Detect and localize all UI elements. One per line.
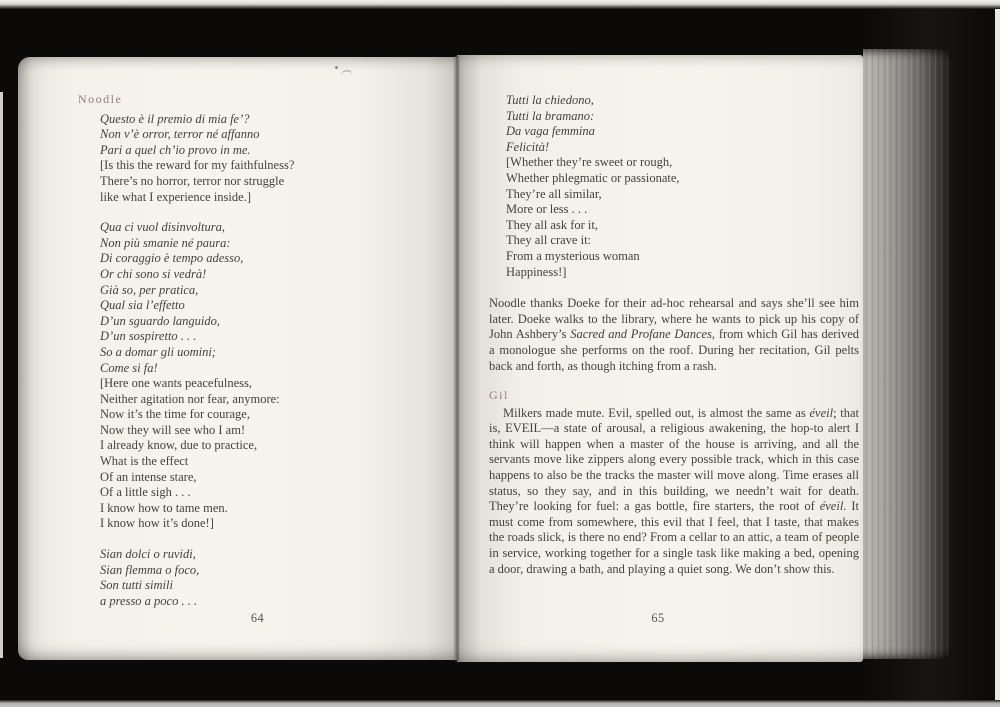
verse-block-right (489, 93, 859, 280)
book-gutter-crease (453, 56, 460, 661)
verse-line: Pari a quel ch’io provo in me. (100, 142, 251, 157)
page-number-right: 65 (651, 611, 665, 625)
verse-line: [Is this the reward for my faithfulness? (100, 158, 295, 173)
verse-line: Sian dolci o ruvidi, (100, 547, 196, 562)
paragraph: Noodle thanks Doeke for their ad-hoc rehearsal and says she’ll see him later. Doeke walks to the library, where he wants to pick up his copy of John Ashbery’s Sacred and Profane Dances, from which Gil has derived a monologue she performs on the roof. During her recitation, Gil pelts back and forth, as though itching from a rash. (489, 296, 859, 373)
verse-line: Son tutti simili (100, 578, 173, 593)
verse-line: a presso a poco . . . (100, 593, 198, 608)
verse-line: [Whether they’re sweet or rough, (506, 155, 673, 170)
scanner-edge-bottom (0, 700, 1000, 707)
gil-monologue (489, 406, 859, 578)
stanza (100, 112, 427, 206)
verse-line: Whether phlegmatic or passionate, (506, 170, 680, 185)
stanza (100, 547, 427, 609)
verse-line: D’un sguardo languido, (100, 313, 221, 328)
narration-paragraph (489, 296, 859, 374)
stanza (100, 220, 427, 532)
verse-line: I know how it’s done!] (100, 516, 214, 531)
verse-line: They’re all similar, (506, 186, 602, 201)
verse-line: They all crave it: (506, 233, 592, 248)
verse-line: From a mysterious woman (506, 248, 640, 263)
scanner-edge-top (0, 0, 1000, 9)
verse-line: They all ask for it, (506, 217, 598, 232)
verse-line: So a domar gli uomini; (100, 344, 216, 359)
verse-line: Or chi sono si vedrà! (100, 266, 207, 281)
page-right (457, 55, 863, 662)
verse-block-left (78, 112, 427, 610)
verse-line: Felicità! (506, 139, 550, 154)
verse-line: Come si fa! (100, 360, 158, 375)
verse-line: Questo è il premio di mia fe’? (100, 111, 250, 126)
verse-line: Tutti la chiedono, (506, 93, 594, 107)
verse-line: Sian flemma o foco, (100, 562, 200, 577)
verse-line: I already know, due to practice, (100, 438, 258, 453)
verse-line: There’s no horror, terror nor struggle (100, 173, 285, 188)
verse-line: Neither agitation nor fear, anymore: (100, 391, 280, 406)
verse-line: Qual sia l’effetto (100, 298, 185, 313)
verse-line: Tutti la bramano: (506, 108, 595, 123)
scanner-edge-right (995, 9, 1000, 700)
verse-line: Now they will see who I am! (100, 422, 246, 437)
scan-speck-dot (335, 66, 338, 69)
verse-line: Da vaga femmina (506, 124, 595, 139)
verse-line: Happiness!] (506, 264, 567, 279)
stanza (506, 93, 859, 280)
speaker-label-noodle: Noodle (78, 92, 123, 106)
verse-line: like what I experience inside.] (100, 189, 251, 204)
speaker-label-gil: Gil (489, 388, 509, 403)
page-number-left: 64 (250, 611, 265, 625)
verse-line: What is the effect (100, 454, 189, 469)
verse-line: D’un sospiretto . . . (100, 329, 197, 344)
verse-line: [Here one wants peacefulness, (100, 376, 253, 391)
verse-line: Non v’è orror, terror né affanno (100, 127, 260, 142)
page-left (18, 57, 457, 660)
verse-line: I know how to tame men. (100, 500, 228, 515)
book-fore-edge-pages (863, 49, 952, 659)
verse-line: Of a little sigh . . . (100, 485, 191, 500)
scanner-edge-left (0, 92, 3, 658)
verse-line: Qua ci vuol disinvoltura, (100, 220, 225, 235)
verse-line: More or less . . . (506, 202, 588, 217)
verse-line: Di coraggio è tempo adesso, (100, 251, 244, 266)
verse-line: Now it’s the time for courage, (100, 407, 250, 422)
paragraph: Milkers made mute. Evil, spelled out, is almost the same as éveil; that is, EVEIL—a state of arousal, a religious awakening, the hop-to alert I think will happen when a master of the house is arriving, and all the servants move like zippers along every possible track, which in this case happens to also be the tracks the master will move along. Time erases all status, so they say, and in this building, we needn’t wait for death. They’re looking for fuel: a gas bottle, fire starters, the root of éveil. It must come from somewhere, this evil that I feel, that I taste, that makes the roads slick, is there no end? From a cellar to an attic, a team of people in service, working together for a single task like making a bed, opening a door, drawing a bath, and playing a quiet song. We don’t show this. (489, 405, 859, 576)
verse-line: Non più smanie né paura: (100, 235, 231, 250)
verse-line: Già so, per pratica, (100, 282, 199, 297)
verse-line: Of an intense stare, (100, 469, 197, 484)
